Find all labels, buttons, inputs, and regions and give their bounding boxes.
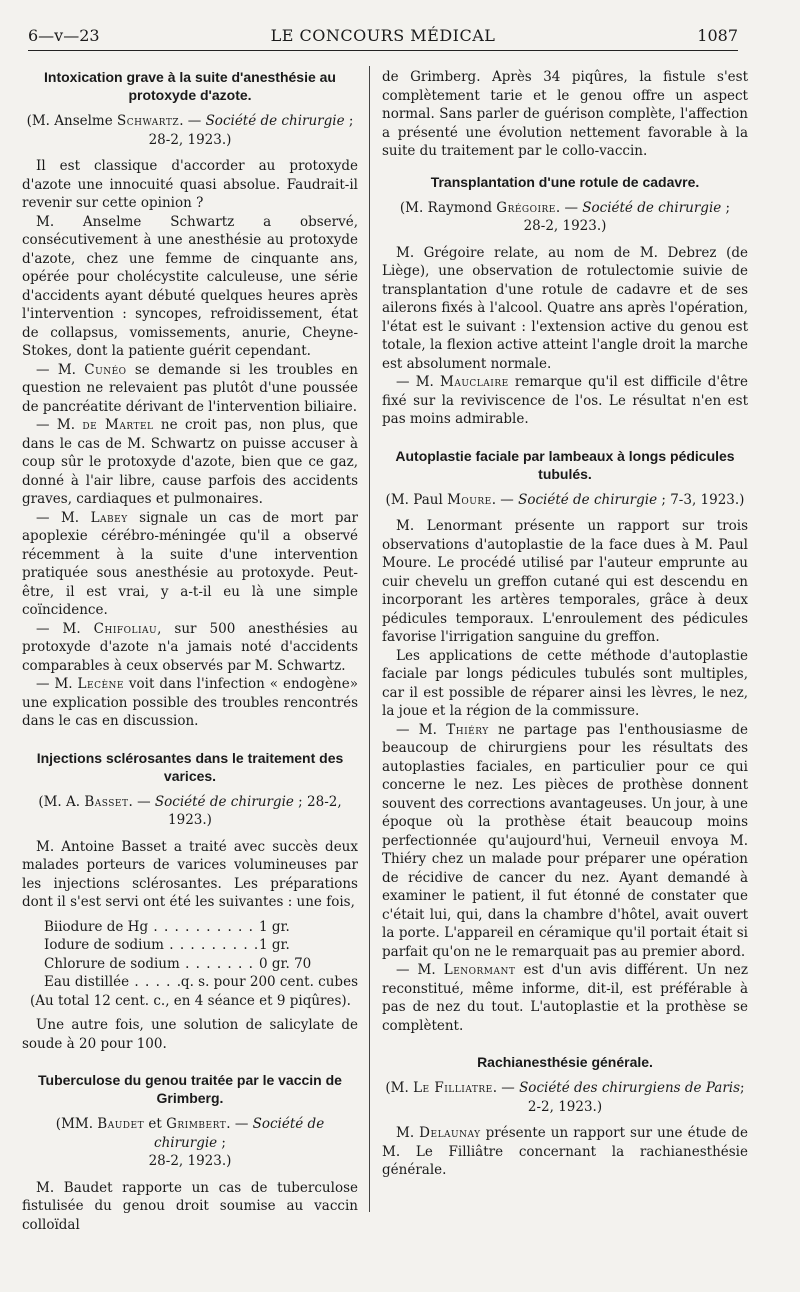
formula-row: [44, 955, 358, 974]
speaker-name: Cunéo: [84, 361, 127, 378]
article-source: (M. Anselme Schwartz. — Société de chirurgie ; 28-2, 1923.): [22, 112, 358, 149]
ingredient: Eau distillée . . .: [44, 973, 181, 992]
paragraph: — M. de Martel ne croit pas, non plus, que dans le cas de M. Schwartz on puisse accuser à coup sûr le protoxyde d'azote, bien que ce gaz, donné à l'air libre, cause parfois des accidents graves, cardiaques et pulmonaires.: [22, 417, 358, 507]
journal-title: LE CONCOURS MÉDICAL: [270, 26, 496, 45]
speaker-name: de Martel: [82, 417, 154, 433]
speaker-name: Lenormant: [443, 962, 516, 978]
speaker-name: Delaunay: [419, 1125, 481, 1141]
session-date: 28-2, 1923.): [148, 1153, 232, 1169]
issue-number: 6—v—23: [28, 26, 100, 45]
article-source: (M. A. Basset. — Société de chirurgie ; 28-2, 1923.): [38, 793, 342, 828]
formula-row: [44, 918, 358, 937]
article-title: Tuberculose du genou traitée par le vaccin de Grimberg.: [38, 1072, 342, 1106]
society-name: Société des chirurgiens de Paris: [519, 1080, 741, 1096]
paragraph: M. Lenormant présente un rapport sur trois observations d'autoplastie de la face dues à M. Paul Moure. Le procédé utilisé par l'auteur emprunte au cuir chevelu un greffon cutané qui est descendu en incorporant les artères temporales, grâce à deux pédicules temporaux. L'enroulement des pédicules favorise l'irrigation sanguine du greffon.: [382, 518, 748, 645]
speaker-name: Mauclaire: [440, 374, 509, 390]
formula-note: (Au total 12 cent. c., en 4 séance et 9 piqûres).: [30, 992, 351, 1009]
society-name: Société de chirurgie: [518, 491, 658, 508]
article-title: Injections sclérosantes dans le traitement des varices.: [36, 749, 344, 784]
left-column: [22, 68, 358, 1232]
article-source: (MM. Baudet et Grimbert. — Société de chirurgie ; 28-2, 1923.): [22, 1115, 358, 1171]
article-nitrous-oxide: [22, 68, 358, 731]
society-name: Société de chirurgie: [154, 793, 294, 810]
article-varices: [22, 749, 358, 1054]
paragraph: — M. Lecène voit dans l'infection « endogène» une explication possible des troubles rencontrés dans le cas en discussion.: [22, 676, 358, 729]
quantity: q. s. pour 200 cent. cubes: [180, 974, 358, 990]
speaker-name: Chifoliau: [93, 620, 158, 637]
article-source: (M. Raymond Grégoire. — Société de chirurgie ; 28-2, 1923.): [382, 199, 748, 236]
speaker-name: Labey: [90, 509, 128, 526]
running-header: [28, 24, 738, 51]
page-number: 1087: [697, 26, 738, 45]
ingredient: Iodure de sodium . . .: [44, 936, 259, 955]
paragraph: M. Baudet rapporte un cas de tuberculose fistulisée du genou droit soumise au vaccin colloïdal: [22, 1179, 358, 1233]
paragraph: — M. Cunéo se demande si les troubles en question ne relevaient pas plutôt d'une poussée de pancréatite dérivant de l'intervention biliaire.: [22, 361, 358, 415]
paragraph: Les applications de cette méthode d'autoplastie faciale par longs pédicules tubulés sont multiples, car il est possible de réparer ainsi les lèvres, le nez, la joue et la région de la commissure.: [382, 647, 748, 719]
ingredient: Chlorure de sodium . . .: [44, 955, 259, 974]
formula-list: [30, 918, 358, 1011]
article-title: Rachianesthésie générale.: [477, 1054, 653, 1070]
article-patella-transplant: [382, 173, 748, 429]
author-name: Moure: [447, 491, 492, 508]
paragraph: M. Anselme Schwartz a observé, consécutivement à une anesthésie au protoxyde d'azote, chez une femme de cinquante ans, opérée pour cholécystite calculeuse, une série d'accidents ayant débuté quelques heures après l'intervention : syncopes, refroidissement, état de collapsus, vomissements, anurie, Cheyne-Stokes, dont la patiente guérit cependant.: [22, 213, 358, 359]
continued-paragraph: de Grimberg. Après 34 piqûres, la fistule s'est complètement tarie et le genou offre un aspect normal. Sans parler de guérison complète, l'affection a présenté une évolution nettement favorable à la suite du traitement par le collo-vaccin.: [382, 69, 748, 159]
paragraph: — M. Chifoliau, sur 500 anesthésies au protoxyde d'azote n'a jamais noté d'accidents comparables à ceux observés par M. Schwartz.: [22, 620, 358, 674]
article-title: Intoxication grave à la suite d'anesthésie au protoxyde d'azote.: [44, 69, 336, 103]
speaker-name: Thiéry: [446, 721, 489, 738]
article-spinal-anesthesia: [382, 1053, 748, 1180]
article-knee-tuberculosis: [22, 1071, 358, 1234]
paragraph: M. Antoine Basset a traité avec succès deux malades porteurs de varices volumineuses par les injections sclérosantes. Les préparations dont il s'est servi ont été les suivantes : une fois,: [22, 838, 358, 910]
paragraph: Il est classique d'accorder au protoxyde d'azote une innocuité quasi absolue. Faudrait-il revenir sur cette opinion ?: [22, 158, 358, 211]
quantity: 1 gr.: [259, 918, 290, 935]
right-column: [382, 68, 748, 1232]
paragraph: — M. Lenormant est d'un avis différent. Un nez reconstitué, même informe, dit-il, est préférable à pas de nez du tout. L'autoplastie et la prothèse se complètent.: [382, 962, 749, 1034]
column-divider: [369, 66, 370, 1212]
quantity: 1 gr.: [259, 937, 290, 953]
author-name: Grégoire: [496, 199, 556, 216]
paragraph: M. Delaunay présente un rapport sur une étude de M. Le Filliâtre concernant la rachianesthésie générale.: [382, 1125, 749, 1178]
society-name: Société de chirurgie: [154, 1116, 325, 1151]
ingredient: Biiodure de Hg . . .: [44, 918, 259, 937]
article-facial-autoplasty: [382, 447, 748, 1036]
author-name: Le Filliatre: [413, 1080, 493, 1096]
spacer: [382, 161, 748, 173]
paragraph: — M. Thiéry ne partage pas l'enthousiasme de beaucoup de chirurgiens pour les résultats des autoplasties faciales, en particulier pour ce qui concerne le nez. Les pièces de prothèse donnent souvent des corrections avantageuses. Un jour, à une époque où la prothèse était beaucoup moins perfectionnée qu'aujourd'hui, Verneuil envoya M. Thiéry chez un malade pour préparer une opération de récidive de cancer du nez. Ayant demandé à examiner le patient, il fut étonné de constater que c'était lui, qui, dans la chambre d'hôtel, avait ouvert la porte. L'appareil en céramique qu'il portait était si parfait qu'on ne le remarquait pas au premier abord.: [382, 721, 748, 960]
author-name: Schwartz: [117, 113, 180, 129]
author-name: Grimbert: [166, 1116, 227, 1132]
article-title: Transplantation d'une rotule de cadavre.: [430, 173, 700, 190]
paragraph: — M. Labey signale un cas de mort par apoplexie cérébro-méningée qu'il a observé récemment à la suite d'une intervention pratiquée sous anesthésie au protoxyde. Peut-être, il est vrai, y a-t-il eu là une simple coïncidence.: [22, 509, 358, 618]
article-title: Autoplastie faciale par lambeaux à longs pédicules tubulés.: [395, 447, 735, 482]
quantity: 0 gr. 70: [259, 955, 312, 972]
session-date: 2-2, 1923.): [527, 1098, 603, 1115]
author-name: Basset: [84, 793, 129, 810]
article-source: (M. Paul Moure. — Société de chirurgie ; 7-3, 1923.): [385, 491, 745, 508]
session-date: 28-2, 1923.): [523, 218, 607, 234]
society-name: Société de chirurgie: [205, 113, 345, 129]
paragraph: Une autre fois, une solution de salicylate de soude à 20 pour 100.: [22, 1017, 358, 1052]
paragraph: — M. Mauclaire remarque qu'il est difficile d'être fixé sur la reviviscence de l'os. Le résultat n'en est pas moins admirable.: [382, 374, 748, 427]
session-date: 28-2, 1923.): [148, 131, 232, 148]
formula-row: [44, 936, 358, 955]
author-name: Baudet: [97, 1116, 145, 1132]
speaker-name: Lecène: [77, 676, 124, 692]
society-name: Société de chirurgie: [582, 199, 722, 216]
paragraph: M. Grégoire relate, au nom de M. Debrez (de Liège), une observation de rotulectomie suivie de transplantation d'une rotule de cadavre et de ses ailerons fixés à l'alcool. Quatre ans après l'opération, l'état est le suivant : l'extension active du genou est totale, la flexion active atteint l'angle droit la marche est absolument normale.: [382, 244, 748, 372]
formula-row: [44, 973, 358, 992]
article-source: (M. Le Filliatre. — Société des chirurgiens de Paris; 2-2, 1923.): [385, 1080, 745, 1115]
